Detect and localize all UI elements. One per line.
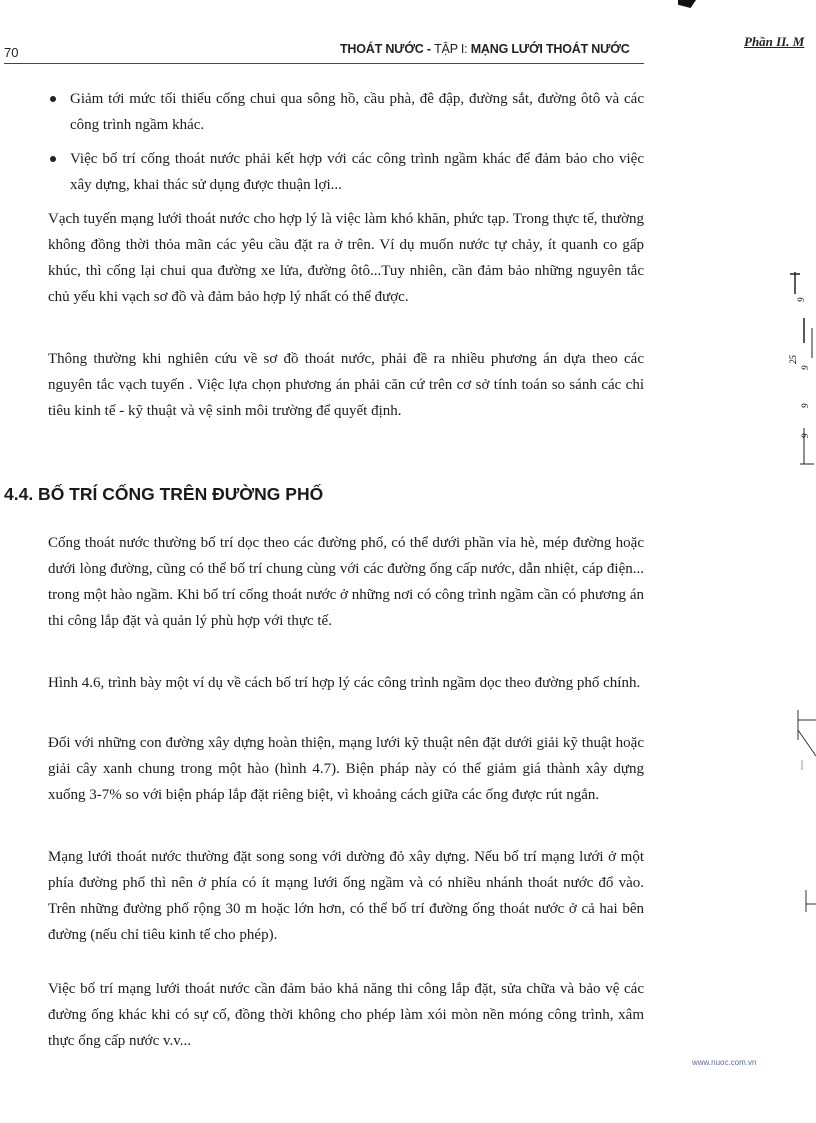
bullet-list [48,86,644,206]
bullet-icon [50,96,56,102]
bullet-text: Giảm tới mức tối thiểu cống chui qua sông hồ, cầu phà, đê đập, đường sắt, đường ôtô và các công trình ngầm khác. [70,91,644,133]
header-rule [4,63,644,64]
figure-label: 9 [796,297,806,302]
running-header [340,42,630,56]
adjacent-page-header: Phần II. M [744,34,805,49]
paragraph: Hình 4.6, trình bày một ví dụ về cách bố trí hợp lý các công trình ngầm dọc theo đường phố chính. [48,675,641,691]
list-item [48,86,644,138]
bullet-icon [50,156,56,162]
running-header-left: THOÁT NƯỚC - [340,42,435,56]
paragraph: Thông thường khi nghiên cứu về sơ đồ thoát nước, phải đề ra nhiều phương án dựa theo các nguyên tắc vạch tuyến . Việc lựa chọn phương án phải căn cứ trên cơ sở tính toán so sánh các chỉ tiêu kinh tế - kỹ thuật và vệ sinh môi trường để quyết định. [48,351,644,419]
section-heading: 4.4. BỐ TRÍ CỐNG TRÊN ĐƯỜNG PHỐ [4,484,324,504]
corner-registration-mark [678,0,696,8]
figure-label: 9 [800,365,810,370]
paragraph: Vạch tuyến mạng lưới thoát nước cho hợp lý là việc làm khó khăn, phức tạp. Trong thực tế, thường không đồng thời thỏa mãn các yêu cầu đặt ra ở trên. Ví dụ muốn nước tự chảy, ít quanh co gấp khúc, thì cống lại chui qua đường xe lửa, đường ôtô...Tuy nhiên, cần đảm bảo những nguyên tắc chủ yếu khi vạch sơ đồ và đảm bảo hợp lý nhất có thể được. [48,211,644,305]
paragraph: Cống thoát nước thường bố trí dọc theo các đường phố, có thể dưới phần vỉa hè, mép đường hoặc dưới lòng đường, cũng có thể bố trí chung cùng với các đường ống cấp nước, dẫn nhiệt, cáp điện... trong một hào ngầm. Khi bố trí cống thoát nước ở những nơi có công trình ngầm cần có phương án thi công lắp đặt và quản lý phù hợp với thực tế. [48,535,644,629]
figure-label: 9 [800,403,810,408]
adjacent-figure-fragment-lower [788,700,816,920]
figure-label: 9 [800,433,810,438]
figure-label: 25 [788,355,798,364]
paragraph: Mạng lưới thoát nước thường đặt song song với dường đỏ xây dựng. Nếu bố trí mạng lưới ở một phía đường phố thì nên ở phía có ít mạng lưới ống ngầm và có nhiều nhánh thoát nước đổ vào. Trên những đường phố rộng 30 m hoặc lớn hơn, có thể bố trí đường ống thoát nước ở cả hai bên đường (nếu chỉ tiêu kinh tế cho phép). [48,849,644,943]
running-header-right: MẠNG LƯỚI THOÁT NƯỚC [470,42,630,56]
list-item [48,146,644,198]
watermark: www.nuoc.com.vn [692,1058,757,1067]
bullet-text: Việc bố trí cống thoát nước phải kết hợp với các công trình ngầm khác để đảm bảo cho việc xây dựng, khai thác sử dụng được thuận lợi... [70,151,644,193]
paragraph: Việc bố trí mạng lưới thoát nước cần đảm bảo khả năng thi công lắp đặt, sửa chữa và bảo vệ các đường ống khác khi có sự cố, đồng thời không cho phép làm xói mòn nền móng công trình, xâm thực ống cấp nước v.v... [48,981,644,1049]
adjacent-figure-fragment [786,268,816,468]
page-number: 70 [4,45,19,60]
paragraph: Đối với những con đường xây dựng hoàn thiện, mạng lưới kỹ thuật nên đặt dưới giải kỹ thuật hoặc giải cây xanh chung trong một hào (hình 4.7). Biện pháp này có thể giảm giá thành xây dựng xuống 3-7% so với biện pháp lắp đặt riêng biệt, vì khoảng cách giữa các ống được rút ngắn. [48,735,644,803]
running-header-mid: TẬP I: [434,42,471,56]
